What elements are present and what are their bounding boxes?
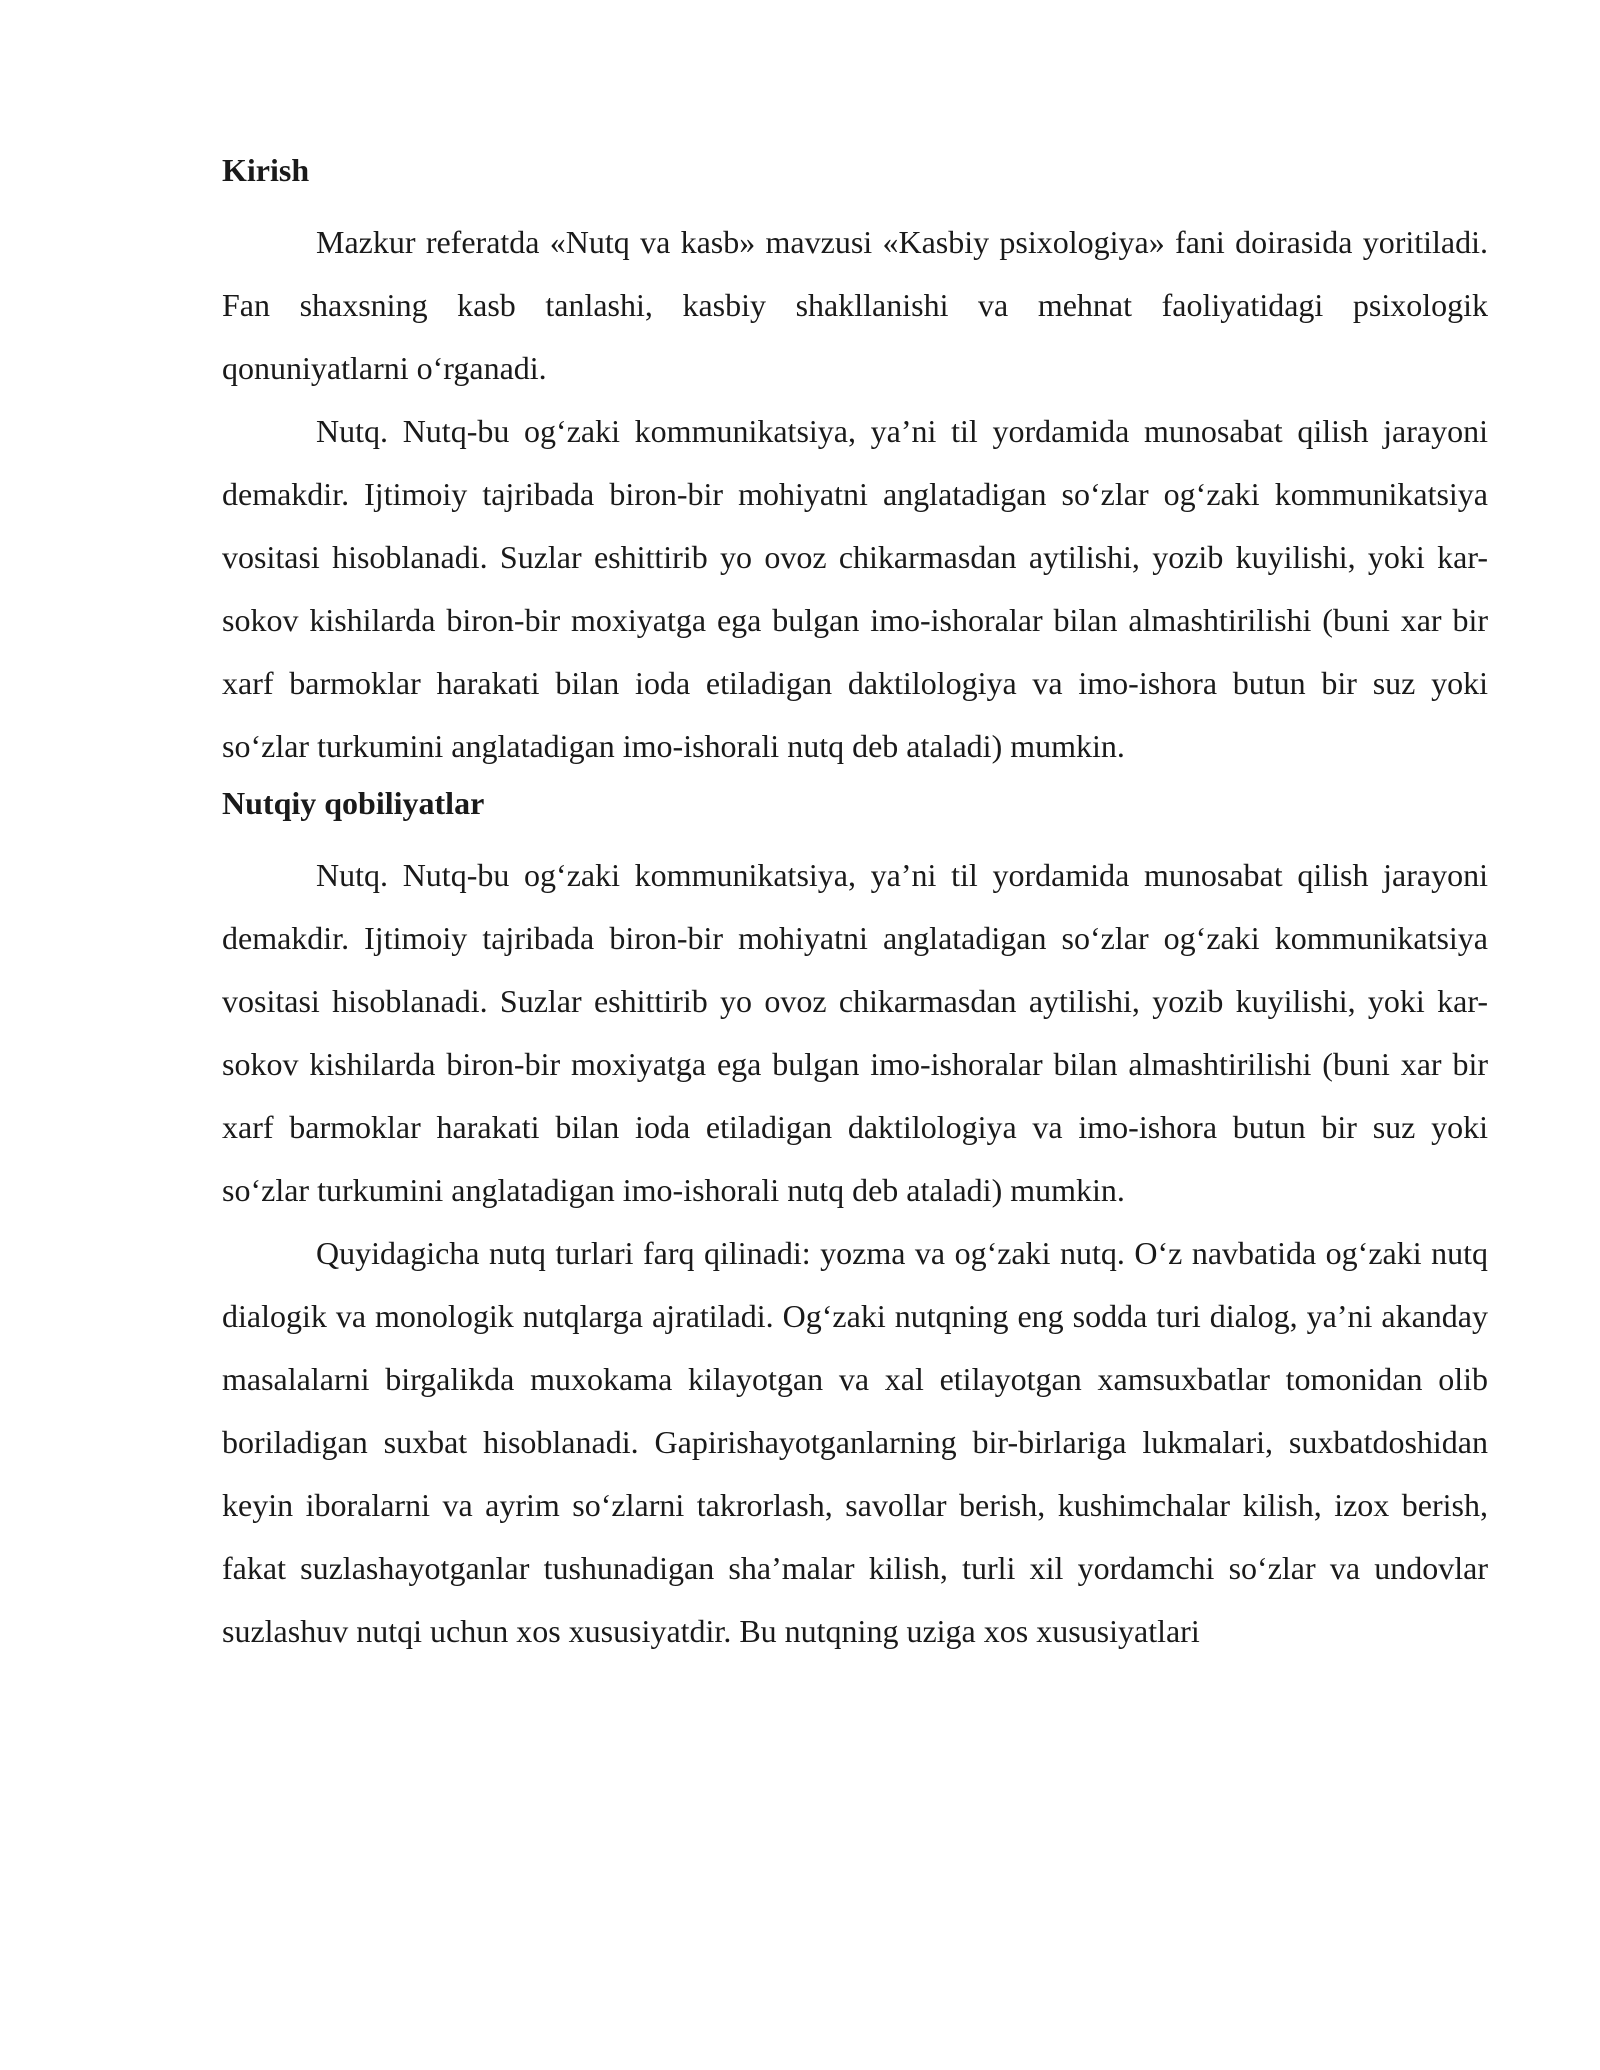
paragraph-nutq-types: Quyidagicha nutq turlari farq qilinadi: yozma va ogʻzaki nutq. Oʻz navbatida ogʻzaki nutq dialogik va monologik nutqlarga ajratiladi. Ogʻzaki nutqning eng sodda turi dialog, yaʼni akanday masalalarni birgalikda muxokama kilayotgan va xal etilayotgan xamsuxbatlar tomonidan olib boriladigan suxbat hisoblanadi. Gapirishayotganlarning bir-birlariga lukmalari, suxbatdoshidan keyin iboralarni va ayrim soʻzlarni takrorlash, savollar berish, kushimchalar kilish, izox berish, fakat suzlashayotganlar tushunadigan shaʼmalar kilish, turli xil yordamchi soʻzlar va undovlar suzlashuv nutqi uchun xos xususiyatdir. Bu nutqning uziga xos xususiyatlari <box>222 1235 1488 1649</box>
heading-kirish: Kirish <box>222 152 310 188</box>
heading-nutqiy-qobiliyatlar: Nutqiy qobiliyatlar <box>222 785 485 821</box>
paragraph-nutq-definition: Nutq. Nutq-bu ogʻzaki kommunikatsiya, yaʼni til yordamida munosabat qilish jarayoni demakdir. Ijtimoiy tajribada biron-bir mohiyatni anglatadigan soʻzlar ogʻzaki kommunikatsiya vositasi hisoblanadi. Suzlar eshittirib yo ovoz chikarmasdan aytilishi, yozib kuyilishi, yoki kar-sokov kishilarda biron-bir moxiyatga ega bulgan imo-ishoralar bilan almashtirilishi (buni xar bir xarf barmoklar harakati bilan ioda etiladigan daktilologiya va imo-ishora butun bir suz yoki soʻzlar turkumini anglatadigan imo-ishorali nutq deb ataladi) mumkin. <box>222 413 1488 764</box>
paragraph-intro: Mazkur referatda «Nutq va kasb» mavzusi «Kasbiy psixologiya» fani doirasida yoritiladi. Fan shaxsning kasb tanlashi, kasbiy shakllanishi va mehnat faoliyatidagi psixologik qonuniyatlarni oʻrganadi. <box>222 224 1488 386</box>
document-body <box>222 145 1488 1663</box>
paragraph-nutq-definition-repeat: Nutq. Nutq-bu ogʻzaki kommunikatsiya, yaʼni til yordamida munosabat qilish jarayoni demakdir. Ijtimoiy tajribada biron-bir mohiyatni anglatadigan soʻzlar ogʻzaki kommunikatsiya vositasi hisoblanadi. Suzlar eshittirib yo ovoz chikarmasdan aytilishi, yozib kuyilishi, yoki kar-sokov kishilarda biron-bir moxiyatga ega bulgan imo-ishoralar bilan almashtirilishi (buni xar bir xarf barmoklar harakati bilan ioda etiladigan daktilologiya va imo-ishora butun bir suz yoki soʻzlar turkumini anglatadigan imo-ishorali nutq deb ataladi) mumkin. <box>222 857 1488 1208</box>
